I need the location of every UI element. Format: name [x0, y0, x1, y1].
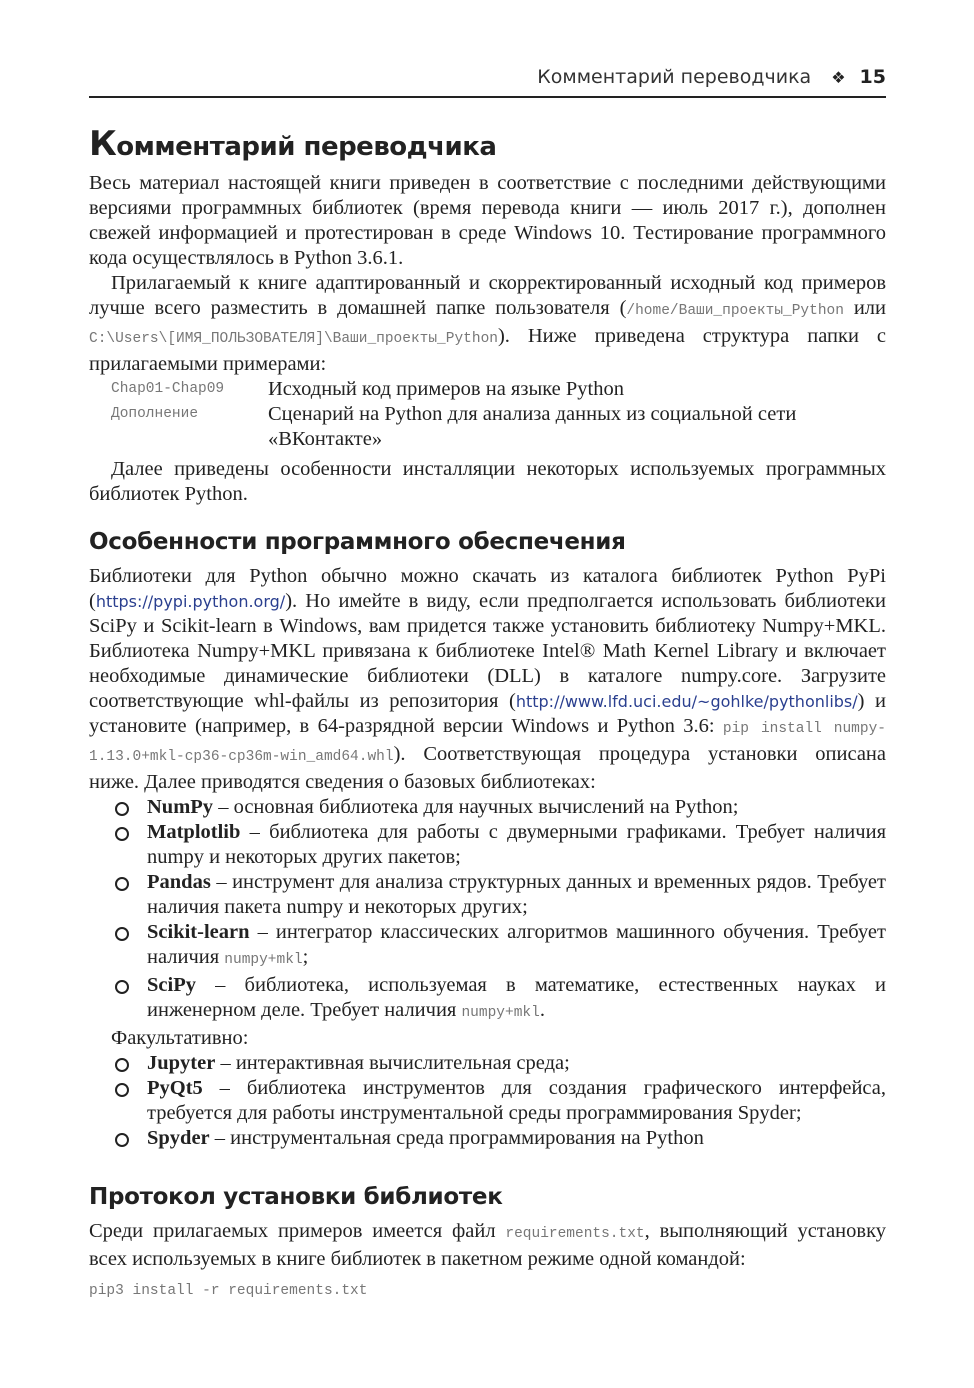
list-item: Jupyter – интерактивная вычислительная среда;: [89, 1051, 886, 1076]
folder-description: Сценарий на Python для анализа данных из социальной сети «ВКонтакте»: [268, 403, 797, 450]
folder-name: Chap01-Chap09: [111, 381, 225, 397]
gohlke-link[interactable]: http://www.lfd.uci.edu/~gohlke/pythonlibs/: [515, 692, 858, 711]
folder-row: [111, 377, 886, 402]
chapter-title: Комментарий переводчика: [89, 124, 497, 164]
bullet-icon: [115, 1058, 129, 1072]
section-title-install: Протокол установки библиотек: [89, 1184, 503, 1210]
bullet-icon: [115, 802, 129, 816]
optional-list: [89, 1051, 886, 1151]
folder-structure: [111, 377, 886, 452]
list-item: Scikit-learn – интегратор классических алгоритмов машинного обучения. Требует наличия numpy+mkl;: [89, 920, 886, 973]
pypi-link[interactable]: https://pypi.python.org/: [95, 592, 286, 611]
library-list: [89, 795, 886, 1026]
list-item: SciPy – библиотека, используемая в математике, естественных науках и инженерном деле. Требует наличия numpy+mkl.: [89, 973, 886, 1026]
software-paragraph: Библиотеки для Python обычно можно скачать из каталога библиотек Python PyPi (https://pypi.python.org/). Но имейте в виду, если предполгается использовать библиотеки SciPy и Scikit-learn в Windows, вам придется также установить библиотеку Numpy+MKL. Библиотека Numpy+MKL привязана к библиотеке Intel® Math Kernel Library и включает необходимые динамические библиотеки (DLL) в каталоге numpy.core. Загрузите соответствующие whl-файлы из репозитория (http://www.lfd.uci.edu/~gohlke/pythonlibs/) и установите (например, в 64-разрядной версии Windows и Python 3.6: pip install numpy-1.13.0+mkl-cp36-cp36m-win_amd64.whl). Соответствующая процедура установки описана ниже. Далее приводятся сведения о базовых библиотеках: NumPy – основная библиотека для научных вычислений на Python; Matplotlib – библиотека для работы с двумерными графиками. Требует наличия numpy и некоторых других пакетов; Pandas – инструмент для анализа структурных данных и временных рядов. Требует наличия пакета numpy и некоторых других; Scikit-learn – интегратор классических алгоритмов машинного обучения. Требует наличия numpy+mkl; SciPy – библиотека, используемая в математике, естественных науках и инженерном деле. Требует наличия numpy+mkl. Факультативно: Jupyter – интерактивная вычислительная среда; PyQt5 – библиотека инструментов для создания графического интерфейса, требуется для работы инструментальной среды программирования Spyder; Spyder – инструментальная среда программирования на Python: [89, 565, 886, 1149]
pip-command: pip install numpy-1.13.0+mkl-cp36-cp36m-win_amd64.whl: [89, 721, 886, 765]
intro-paragraph-1: Весь материал настоящей книги приведен в соответствие с последними действующими версиями программных библиотек (время перевода книги — июль 2017 г.), дополнен свежей информацией и протестирован в среде Windows 10. Тестирование программного кода осуществлялось в Python 3.6.1.: [89, 172, 886, 269]
bullet-icon: [115, 927, 129, 941]
install-paragraph: Среди прилагаемых примеров имеется файл requirements.txt, выполняющий установку всех используемых в книге библиотек в пакетном режиме одной командой:: [89, 1220, 886, 1270]
requirements-file: requirements.txt: [505, 1226, 645, 1242]
running-head-title: Комментарий переводчика: [537, 66, 812, 88]
bullet-icon: [115, 1133, 129, 1147]
running-head: [89, 66, 886, 98]
bullet-icon: [115, 877, 129, 891]
install-command: pip3 install -r requirements.txt: [89, 1283, 368, 1299]
intro-paragraph-2: Прилагаемый к книге адаптированный и скорректированный исходный код примеров лучше всего разместить в домашней папке пользователя (/home/Ваши_проекты_Python или C:\Users\[ИМЯ_ПОЛЬЗОВАТЕЛЯ]\Ваши_проекты_Python). Ниже приведена структура папки с прилагаемыми примерами:: [89, 272, 887, 375]
optional-label: Факультативно:: [111, 1027, 249, 1049]
bullet-icon: [115, 827, 129, 841]
list-item: Spyder – инструментальная среда программирования на Python: [89, 1126, 886, 1151]
folder-description: Исходный код примеров на языке Python: [268, 378, 624, 400]
path-windows: C:\Users\[ИМЯ_ПОЛЬЗОВАТЕЛЯ]\Ваши_проекты_Python: [89, 331, 498, 347]
page-number: 15: [859, 66, 886, 88]
intro-paragraph-3: Далее приведены особенности инсталляции некоторых используемых программных библиотек Python.: [89, 458, 886, 505]
list-item: Matplotlib – библиотека для работы с двумерными графиками. Требует наличия numpy и некоторых других пакетов;: [89, 820, 886, 870]
path-linux: /home/Ваши_проекты_Python: [626, 303, 844, 319]
folder-name: Дополнение: [111, 406, 199, 422]
section-title-software: Особенности программного обеспечения: [89, 529, 626, 555]
list-item: PyQt5 – библиотека инструментов для создания графического интерфейса, требуется для работы инструментальной среды программирования Spyder;: [89, 1076, 886, 1126]
bullet-icon: [115, 1083, 129, 1097]
list-item: Pandas – инструмент для анализа структурных данных и временных рядов. Требует наличия пакета numpy и некоторых других;: [89, 870, 886, 920]
bullet-icon: [115, 980, 129, 994]
folder-row: [111, 402, 886, 452]
ornament-icon: ❖: [831, 68, 846, 87]
list-item: NumPy – основная библиотека для научных вычислений на Python;: [89, 795, 886, 820]
